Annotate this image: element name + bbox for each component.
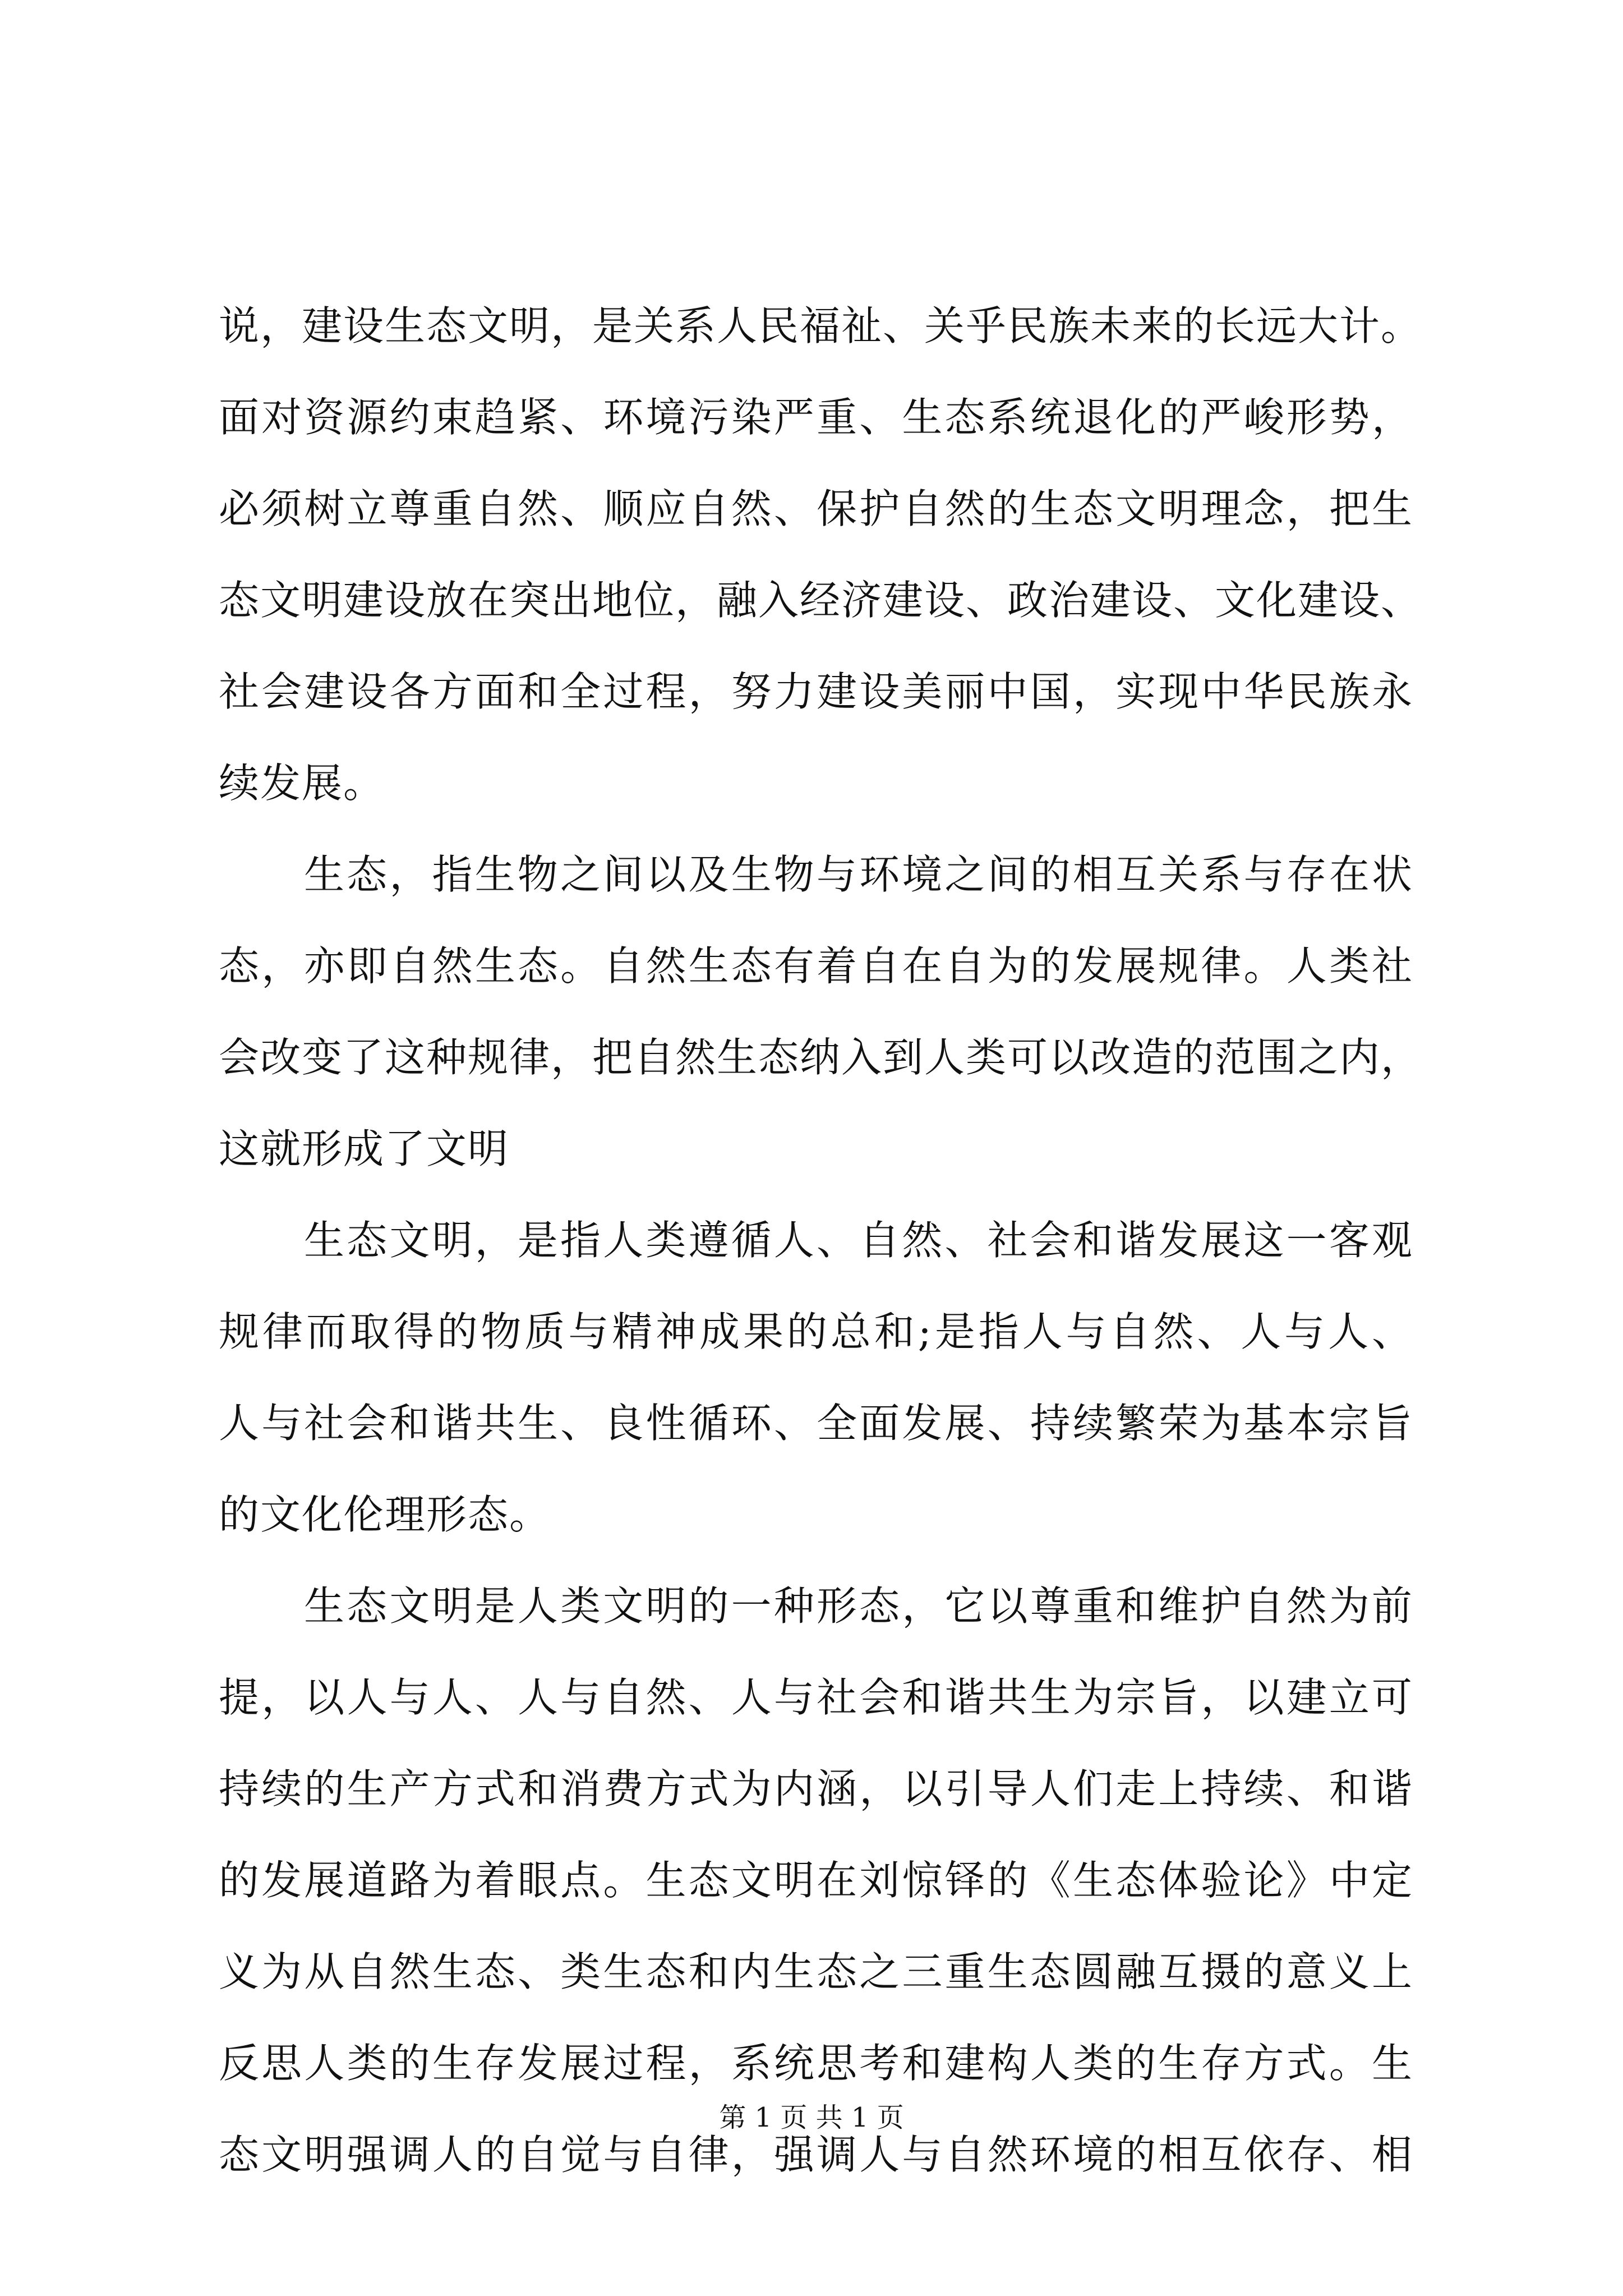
text-line: 面对资源约束趋紧、环境污染严重、生态系统退化的严峻形势， [219,394,1413,441]
text-line: 持续的生产方式和消费方式为内涵，以引导人们走上持续、和谐 [219,1765,1413,1812]
text-line: 必须树立尊重自然、顺应自然、保护自然的生态文明理念，把生 [219,485,1413,532]
text-line: 义为从自然生态、类生态和内生态之三重生态圆融互摄的意义上 [219,1948,1413,1995]
text-line: 态文明建设放在突出地位，融入经济建设、政治建设、文化建设、 [219,577,1423,624]
text-line: 人与社会和谐共生、良性循环、全面发展、持续繁荣为基本宗旨 [219,1400,1413,1447]
text-line: 规律而取得的物质与精神成果的总和;是指人与自然、人与人、 [219,1308,1413,1355]
page-footer [0,2101,1623,2134]
text-line: 生态文明是人类文明的一种形态，它以尊重和维护自然为前 [304,1582,1413,1630]
text-line: 这就形成了文明 [219,1125,510,1172]
text-line: 的发展道路为着眼点。生态文明在刘惊铎的《生态体验论》中定 [219,1857,1413,1904]
text-line: 说，建设生态文明，是关系人民福祉、关乎民族未来的长远大计。 [219,302,1423,349]
text-line: 态文明强调人的自觉与自律，强调人与自然环境的相互依存、相 [219,2131,1413,2178]
text-line: 提，以人与人、人与自然、人与社会和谐共生为宗旨，以建立可 [219,1674,1413,1721]
text-line: 生态文明，是指人类遵循人、自然、社会和谐发展这一客观 [304,1217,1413,1264]
text-line: 反思人类的生存发展过程，系统思考和建构人类的生存方式。生 [219,2040,1413,2087]
paragraph [219,1195,1413,1561]
text-line: 的文化伦理形态。 [219,1491,551,1538]
text-line: 社会建设各方面和全过程，努力建设美丽中国，实现中华民族永 [219,668,1413,715]
text-line: 态，亦即自然生态。自然生态有着自在自为的发展规律。人类社 [219,942,1413,990]
document-body [219,280,1423,2201]
paragraph [219,280,1423,829]
text-line: 会改变了这种规律，把自然生态纳入到人类可以改造的范围之内， [219,1034,1423,1081]
text-line: 生态，指生物之间以及生物与环境之间的相互关系与存在状 [304,851,1413,898]
page-number-label: 第 1 页 共 1 页 [719,2102,904,2133]
paragraph [219,829,1423,1195]
text-line: 续发展。 [219,760,385,807]
